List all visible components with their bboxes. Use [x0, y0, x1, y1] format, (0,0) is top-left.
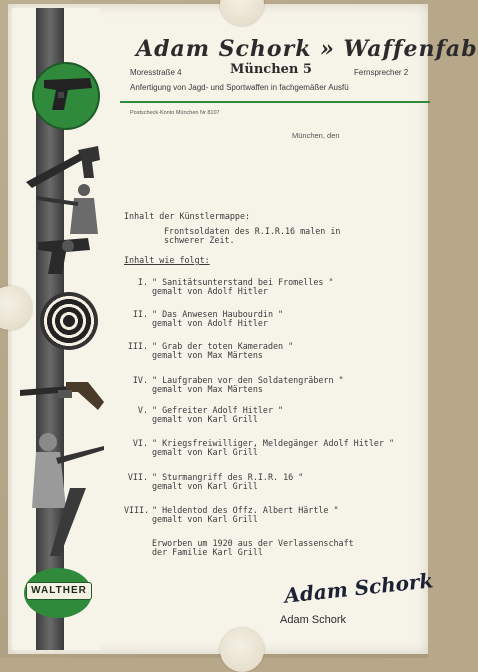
item-number: II. — [132, 309, 148, 319]
company-name: Adam Schork » Waffenfab — [136, 36, 478, 62]
item-number: VII. — [127, 472, 148, 482]
company-address: Moresstraße 4 — [130, 68, 182, 77]
item-title: " Heldentod des Offz. Albert Härtle " — [152, 505, 339, 515]
company-city: München 5 — [230, 62, 312, 77]
walther-brand-label: WALTHER — [26, 582, 92, 600]
item-title: " Gefreiter Adolf Hitler " — [152, 405, 284, 415]
item-author: gemalt von Karl Grill — [152, 481, 258, 491]
item-number: VIII. — [124, 505, 150, 515]
intro-text-line-2: schwerer Zeit. — [164, 235, 235, 245]
target-icon — [40, 292, 98, 350]
postscheck-account: Postscheck-Konto München Nr 8107 — [130, 110, 220, 116]
item-title: " Sanitätsunterstand bei Fromelles " — [152, 277, 334, 287]
item-title: " Das Anwesen Haubourdin " — [152, 309, 284, 319]
pistol-icon — [38, 70, 100, 116]
closing-line-1: Erworben um 1920 aus der Verlassenschaft — [152, 538, 354, 548]
revolver-icon — [32, 228, 104, 278]
item-title: " Sturmangriff des R.I.R. 16 " — [152, 472, 304, 482]
printed-signature-name: Adam Schork — [280, 614, 347, 626]
item-title: " Kriegsfreiwilliger, Meldegänger Adolf Hitler " — [152, 438, 395, 448]
item-number: VI. — [132, 438, 148, 448]
item-number: III. — [127, 341, 148, 351]
shotgun-icon — [18, 368, 106, 418]
item-author: gemalt von Max Märtens — [152, 350, 263, 360]
intro-text-line-1: Frontsoldaten des R.I.R.16 malen in — [164, 226, 341, 236]
date-line: München, den — [292, 131, 340, 140]
item-author: gemalt von Adolf Hitler — [152, 318, 268, 328]
item-author: gemalt von Adolf Hitler — [152, 286, 268, 296]
item-author: gemalt von Karl Grill — [152, 514, 258, 524]
rifleman-icon — [26, 428, 106, 558]
item-number: I. — [137, 277, 148, 287]
intro-label: Inhalt der Künstlermappe: — [124, 211, 251, 221]
item-author: gemalt von Max Märtens — [152, 384, 263, 394]
item-author: gemalt von Karl Grill — [152, 447, 258, 457]
item-author: gemalt von Karl Grill — [152, 414, 258, 424]
punch-hole-bottom — [220, 628, 264, 672]
item-title: " Grab der toten Kameraden " — [152, 341, 294, 351]
list-heading: Inhalt wie folgt: — [124, 255, 210, 265]
item-title: " Laufgraben vor den Soldatengräbern " — [152, 375, 344, 385]
company-phone: Fernsprecher 2 — [354, 68, 409, 77]
closing-line-2: der Familie Karl Grill — [152, 547, 263, 557]
item-number: IV. — [132, 375, 148, 385]
handwritten-signature: Adam Schork — [283, 568, 435, 608]
sidebar-illustration-strip — [12, 8, 100, 650]
letter-page — [8, 4, 478, 654]
letterhead-divider — [120, 101, 430, 103]
item-number: V. — [137, 405, 148, 415]
company-tagline: Anfertigung von Jagd- und Sportwaffen in fachgemäßer Ausfü — [130, 83, 349, 92]
